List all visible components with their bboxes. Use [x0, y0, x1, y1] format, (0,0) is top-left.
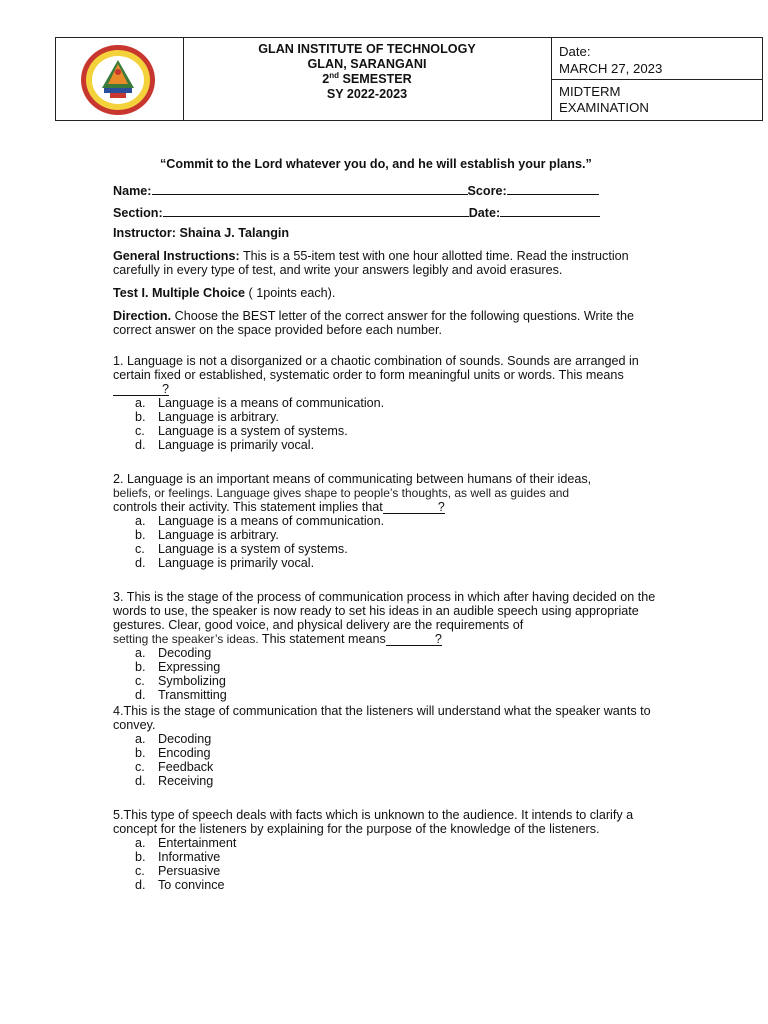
question-3 [113, 590, 673, 702]
bible-quote: “Commit to the Lord whatever you do, and he will establish your plans.” [160, 157, 592, 171]
date-field-line [500, 204, 600, 217]
school-year: SY 2022-2023 [326, 87, 408, 101]
general-instructions-text: This is a 55-item test with one hour allotted time. Read the instruction carefully in every type of test, and write your answers legibly and avoid erasures. [113, 249, 629, 277]
options-list [113, 836, 673, 892]
option-item: a. Language is a means of communication. [135, 514, 385, 528]
option-item: d. Language is primarily vocal. [135, 438, 315, 452]
date-exam-cell [552, 38, 762, 120]
options-list [113, 514, 673, 570]
option-item: c. Symbolizing [135, 674, 226, 688]
question-5 [113, 808, 673, 892]
option-item: a. Decoding [135, 646, 212, 660]
question-text: 2. Language is an important means of communicating between humans of their ideas, beliefs, or feelings. Language gives shape to people’s thoughts, as well as guides and controls their activity. This statement implies that ? [113, 472, 592, 514]
option-item: b. Encoding [135, 746, 211, 760]
section-line [163, 204, 469, 217]
question-text: 1. Language is not a disorganized or a chaotic combination of sounds. Sounds are arranged in certain fixed or established, systematic order to form meaningful units or words. This means? [113, 354, 639, 396]
option-item: b. Informative [135, 850, 221, 864]
header-table [55, 37, 763, 121]
general-instructions [113, 249, 673, 277]
semester: 2nd SEMESTER [322, 70, 412, 86]
option-item: c. Language is a system of systems. [135, 424, 348, 438]
option-item: b. Expressing [135, 660, 221, 674]
date-value: MARCH 27, 2023 [559, 61, 663, 76]
test-heading [113, 286, 673, 300]
name-label: Name: [113, 184, 152, 198]
name-line [152, 182, 468, 195]
option-item: c. Persuasive [135, 864, 221, 878]
date-label: Date: [559, 44, 591, 59]
institute-header [183, 38, 552, 120]
institute-location: GLAN, SARANGANI [307, 57, 427, 71]
general-instructions-label: General Instructions: [113, 249, 240, 263]
test-points: ( 1points each). [245, 286, 336, 300]
section-date-row [113, 204, 673, 220]
options-list [113, 732, 673, 788]
section-label: Section: [113, 206, 163, 220]
question-text: 4.This is the stage of communication that the listeners will understand what the speaker wants to convey. [113, 704, 651, 732]
direction-text: Choose the BEST letter of the correct answer for the following questions. Write the correct answer on the space provided before each number. [113, 309, 635, 337]
option-item: d. Language is primarily vocal. [135, 556, 315, 570]
question-text: 3. This is the stage of the process of communication process in which after having decided on the words to use, the speaker is now ready to set his ideas in an audible speech using appropriate gestures. Clear, good voice, and physical delivery are the requirements of setting the speaker’s ideas. This statement means ? [113, 590, 656, 646]
date-field-label: Date: [468, 206, 501, 220]
answer-blank: ? [386, 633, 442, 646]
instructor: Instructor: Shaina J. Talangin [113, 226, 290, 240]
direction-label: Direction. [113, 309, 172, 323]
option-item: c. Feedback [135, 760, 214, 774]
school-seal-logo [80, 44, 156, 116]
option-item: a. Entertainment [135, 836, 237, 850]
score-label: Score: [467, 184, 507, 198]
option-item: b. Language is arbitrary. [135, 528, 279, 542]
answer-blank: ? [383, 501, 445, 514]
option-item: d. Receiving [135, 774, 214, 788]
exam-type-line1: MIDTERM [559, 84, 621, 99]
score-line [507, 182, 599, 195]
direction [113, 309, 673, 337]
question-2 [113, 472, 673, 570]
question-4 [113, 704, 673, 788]
option-item: d. Transmitting [135, 688, 227, 702]
exam-type-line2: EXAMINATION [559, 100, 649, 115]
option-item: a. Decoding [135, 732, 212, 746]
option-item: b. Language is arbitrary. [135, 410, 279, 424]
option-item: d. To convince [135, 878, 225, 892]
test-title: Test I. Multiple Choice [113, 286, 246, 300]
date-box [552, 38, 762, 80]
logo-cell [56, 38, 184, 120]
name-score-row [113, 182, 673, 198]
options-list [113, 646, 673, 702]
question-1 [113, 354, 673, 452]
institute-name: GLAN INSTITUTE OF TECHNOLOGY [258, 42, 476, 56]
options-list [113, 396, 673, 452]
option-item: c. Language is a system of systems. [135, 542, 348, 556]
exam-type-box [552, 80, 762, 120]
option-item: a. Language is a means of communication. [135, 396, 385, 410]
question-text: 5.This type of speech deals with facts which is unknown to the audience. It intends to clarify a concept for the listeners by explaining for the purpose of the knowledge of the listeners. [113, 808, 634, 836]
answer-blank: ? [113, 383, 169, 396]
